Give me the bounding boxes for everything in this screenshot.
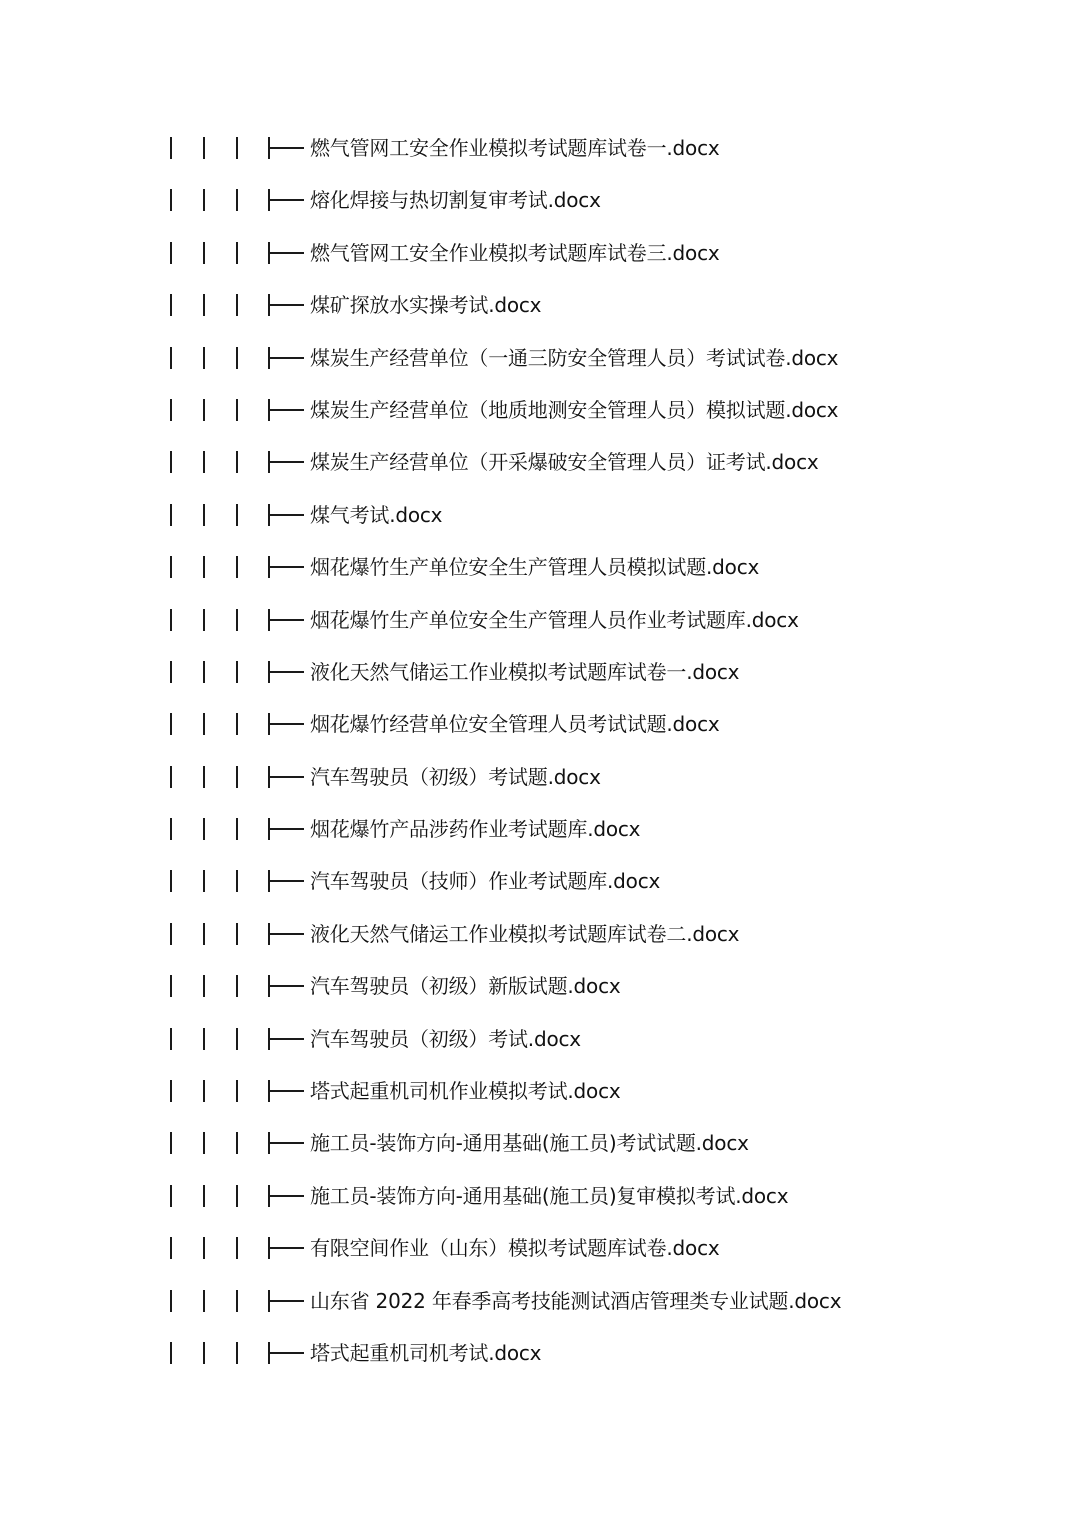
tree-guide-line (236, 1080, 238, 1102)
tree-guide-line (236, 1132, 238, 1154)
tree-guide-line (236, 294, 238, 316)
tree-guide-line (170, 1080, 172, 1102)
tree-guide-line (236, 1342, 238, 1364)
tree-row (0, 804, 1080, 856)
tree-row (0, 1276, 1080, 1328)
tree-guide-line (203, 1028, 205, 1050)
tree-branch-connector (268, 189, 304, 211)
tree-guide-line (170, 451, 172, 473)
tree-guide-line (170, 189, 172, 211)
tree-branch-connector (268, 1185, 304, 1207)
file-name: 山东省 2022 年春季高考技能测试酒店管理类专业试题.docx (310, 1288, 842, 1313)
file-name: 有限空间作业（山东）模拟考试题库试卷.docx (310, 1236, 720, 1261)
tree-row (0, 437, 1080, 489)
tree-guide-line (170, 1185, 172, 1207)
tree-row (0, 175, 1080, 227)
tree-guide-line (170, 399, 172, 421)
tree-row (0, 385, 1080, 437)
file-name: 施工员-装饰方向-通用基础(施工员)复审模拟考试.docx (310, 1183, 789, 1208)
tree-row (0, 1328, 1080, 1380)
tree-guide-line (236, 504, 238, 526)
tree-row (0, 542, 1080, 594)
tree-branch-connector (268, 609, 304, 631)
tree-guide-line (203, 451, 205, 473)
tree-guide-line (203, 661, 205, 683)
file-name: 塔式起重机司机考试.docx (310, 1340, 542, 1365)
tree-guide-line (170, 1342, 172, 1364)
tree-guide-line (170, 242, 172, 264)
tree-guide-line (203, 1290, 205, 1312)
tree-guide-line (203, 766, 205, 788)
tree-guide-line (236, 975, 238, 997)
tree-guide-line (236, 347, 238, 369)
file-name: 烟花爆竹经营单位安全管理人员考试试题.docx (310, 712, 720, 737)
tree-row (0, 490, 1080, 542)
tree-guide-line (236, 661, 238, 683)
tree-row (0, 752, 1080, 804)
tree-branch-connector (268, 1028, 304, 1050)
tree-branch-connector (268, 870, 304, 892)
tree-guide-line (170, 766, 172, 788)
tree-branch-connector (268, 347, 304, 369)
tree-guide-line (170, 1028, 172, 1050)
tree-row (0, 647, 1080, 699)
tree-row (0, 1014, 1080, 1066)
tree-guide-line (236, 189, 238, 211)
tree-guide-line (203, 137, 205, 159)
tree-guide-line (236, 1185, 238, 1207)
tree-guide-line (170, 294, 172, 316)
file-name: 汽车驾驶员（初级）新版试题.docx (310, 974, 621, 999)
tree-guide-line (203, 347, 205, 369)
file-name: 熔化焊接与热切割复审考试.docx (310, 188, 601, 213)
file-name: 烟花爆竹产品涉药作业考试题库.docx (310, 817, 641, 842)
tree-guide-line (236, 399, 238, 421)
tree-branch-connector (268, 399, 304, 421)
tree-guide-line (236, 556, 238, 578)
tree-guide-line (170, 609, 172, 631)
file-name: 烟花爆竹生产单位安全生产管理人员模拟试题.docx (310, 555, 760, 580)
file-name: 烟花爆竹生产单位安全生产管理人员作业考试题库.docx (310, 607, 799, 632)
tree-guide-line (236, 1237, 238, 1259)
tree-branch-connector (268, 504, 304, 526)
tree-row (0, 961, 1080, 1013)
tree-row (0, 1223, 1080, 1275)
file-name: 煤矿探放水实操考试.docx (310, 293, 542, 318)
tree-branch-connector (268, 975, 304, 997)
tree-guide-line (203, 609, 205, 631)
tree-guide-line (236, 870, 238, 892)
tree-guide-line (170, 713, 172, 735)
file-name: 煤炭生产经营单位（一通三防安全管理人员）考试试卷.docx (310, 345, 839, 370)
tree-guide-line (170, 923, 172, 945)
tree-guide-line (170, 556, 172, 578)
tree-row (0, 333, 1080, 385)
tree-row (0, 228, 1080, 280)
file-name: 煤炭生产经营单位（地质地测安全管理人员）模拟试题.docx (310, 397, 839, 422)
tree-guide-line (170, 661, 172, 683)
tree-guide-line (236, 766, 238, 788)
tree-guide-line (203, 294, 205, 316)
file-name: 汽车驾驶员（初级）考试.docx (310, 1026, 581, 1051)
tree-guide-line (236, 137, 238, 159)
file-name: 汽车驾驶员（技师）作业考试题库.docx (310, 869, 661, 894)
tree-row (0, 1118, 1080, 1170)
tree-row (0, 909, 1080, 961)
file-name: 液化天然气储运工作业模拟考试题库试卷二.docx (310, 921, 740, 946)
tree-guide-line (203, 504, 205, 526)
tree-row (0, 123, 1080, 175)
tree-branch-connector (268, 1237, 304, 1259)
tree-guide-line (236, 242, 238, 264)
tree-guide-line (203, 818, 205, 840)
tree-branch-connector (268, 923, 304, 945)
tree-guide-line (203, 556, 205, 578)
file-name: 燃气管网工安全作业模拟考试题库试卷一.docx (310, 136, 720, 160)
tree-guide-line (236, 609, 238, 631)
tree-guide-line (203, 1132, 205, 1154)
tree-guide-line (236, 1290, 238, 1312)
tree-branch-connector (268, 242, 304, 264)
tree-guide-line (170, 137, 172, 159)
file-name: 煤气考试.docx (310, 502, 443, 527)
tree-guide-line (170, 818, 172, 840)
file-name: 煤炭生产经营单位（开采爆破安全管理人员）证考试.docx (310, 450, 819, 475)
tree-branch-connector (268, 661, 304, 683)
tree-guide-line (203, 1185, 205, 1207)
tree-guide-line (203, 1080, 205, 1102)
tree-row (0, 699, 1080, 751)
file-name: 塔式起重机司机作业模拟考试.docx (310, 1079, 621, 1104)
file-name: 施工员-装饰方向-通用基础(施工员)考试试题.docx (310, 1131, 749, 1156)
tree-guide-line (203, 1342, 205, 1364)
tree-guide-line (203, 242, 205, 264)
tree-row (0, 595, 1080, 647)
tree-row (0, 1171, 1080, 1223)
tree-guide-line (236, 923, 238, 945)
tree-guide-line (170, 1290, 172, 1312)
tree-guide-line (203, 870, 205, 892)
file-name: 汽车驾驶员（初级）考试题.docx (310, 764, 601, 789)
tree-guide-line (170, 870, 172, 892)
tree-branch-connector (268, 1132, 304, 1154)
tree-guide-line (203, 1237, 205, 1259)
tree-guide-line (170, 504, 172, 526)
tree-guide-line (203, 713, 205, 735)
tree-branch-connector (268, 137, 304, 159)
tree-guide-line (170, 1132, 172, 1154)
file-name: 燃气管网工安全作业模拟考试题库试卷三.docx (310, 240, 720, 265)
tree-branch-connector (268, 1080, 304, 1102)
file-name: 液化天然气储运工作业模拟考试题库试卷一.docx (310, 659, 740, 684)
tree-guide-line (236, 451, 238, 473)
tree-branch-connector (268, 556, 304, 578)
tree-branch-connector (268, 1342, 304, 1364)
tree-guide-line (236, 713, 238, 735)
tree-guide-line (203, 189, 205, 211)
tree-guide-line (170, 975, 172, 997)
tree-branch-connector (268, 451, 304, 473)
file-tree (0, 123, 1080, 1380)
tree-branch-connector (268, 713, 304, 735)
tree-row (0, 280, 1080, 332)
tree-guide-line (236, 1028, 238, 1050)
tree-row (0, 1066, 1080, 1118)
tree-guide-line (170, 347, 172, 369)
tree-branch-connector (268, 294, 304, 316)
tree-guide-line (170, 1237, 172, 1259)
tree-guide-line (236, 818, 238, 840)
tree-guide-line (203, 399, 205, 421)
tree-guide-line (203, 975, 205, 997)
tree-branch-connector (268, 1290, 304, 1312)
tree-branch-connector (268, 818, 304, 840)
tree-branch-connector (268, 766, 304, 788)
tree-guide-line (203, 923, 205, 945)
tree-row (0, 856, 1080, 908)
